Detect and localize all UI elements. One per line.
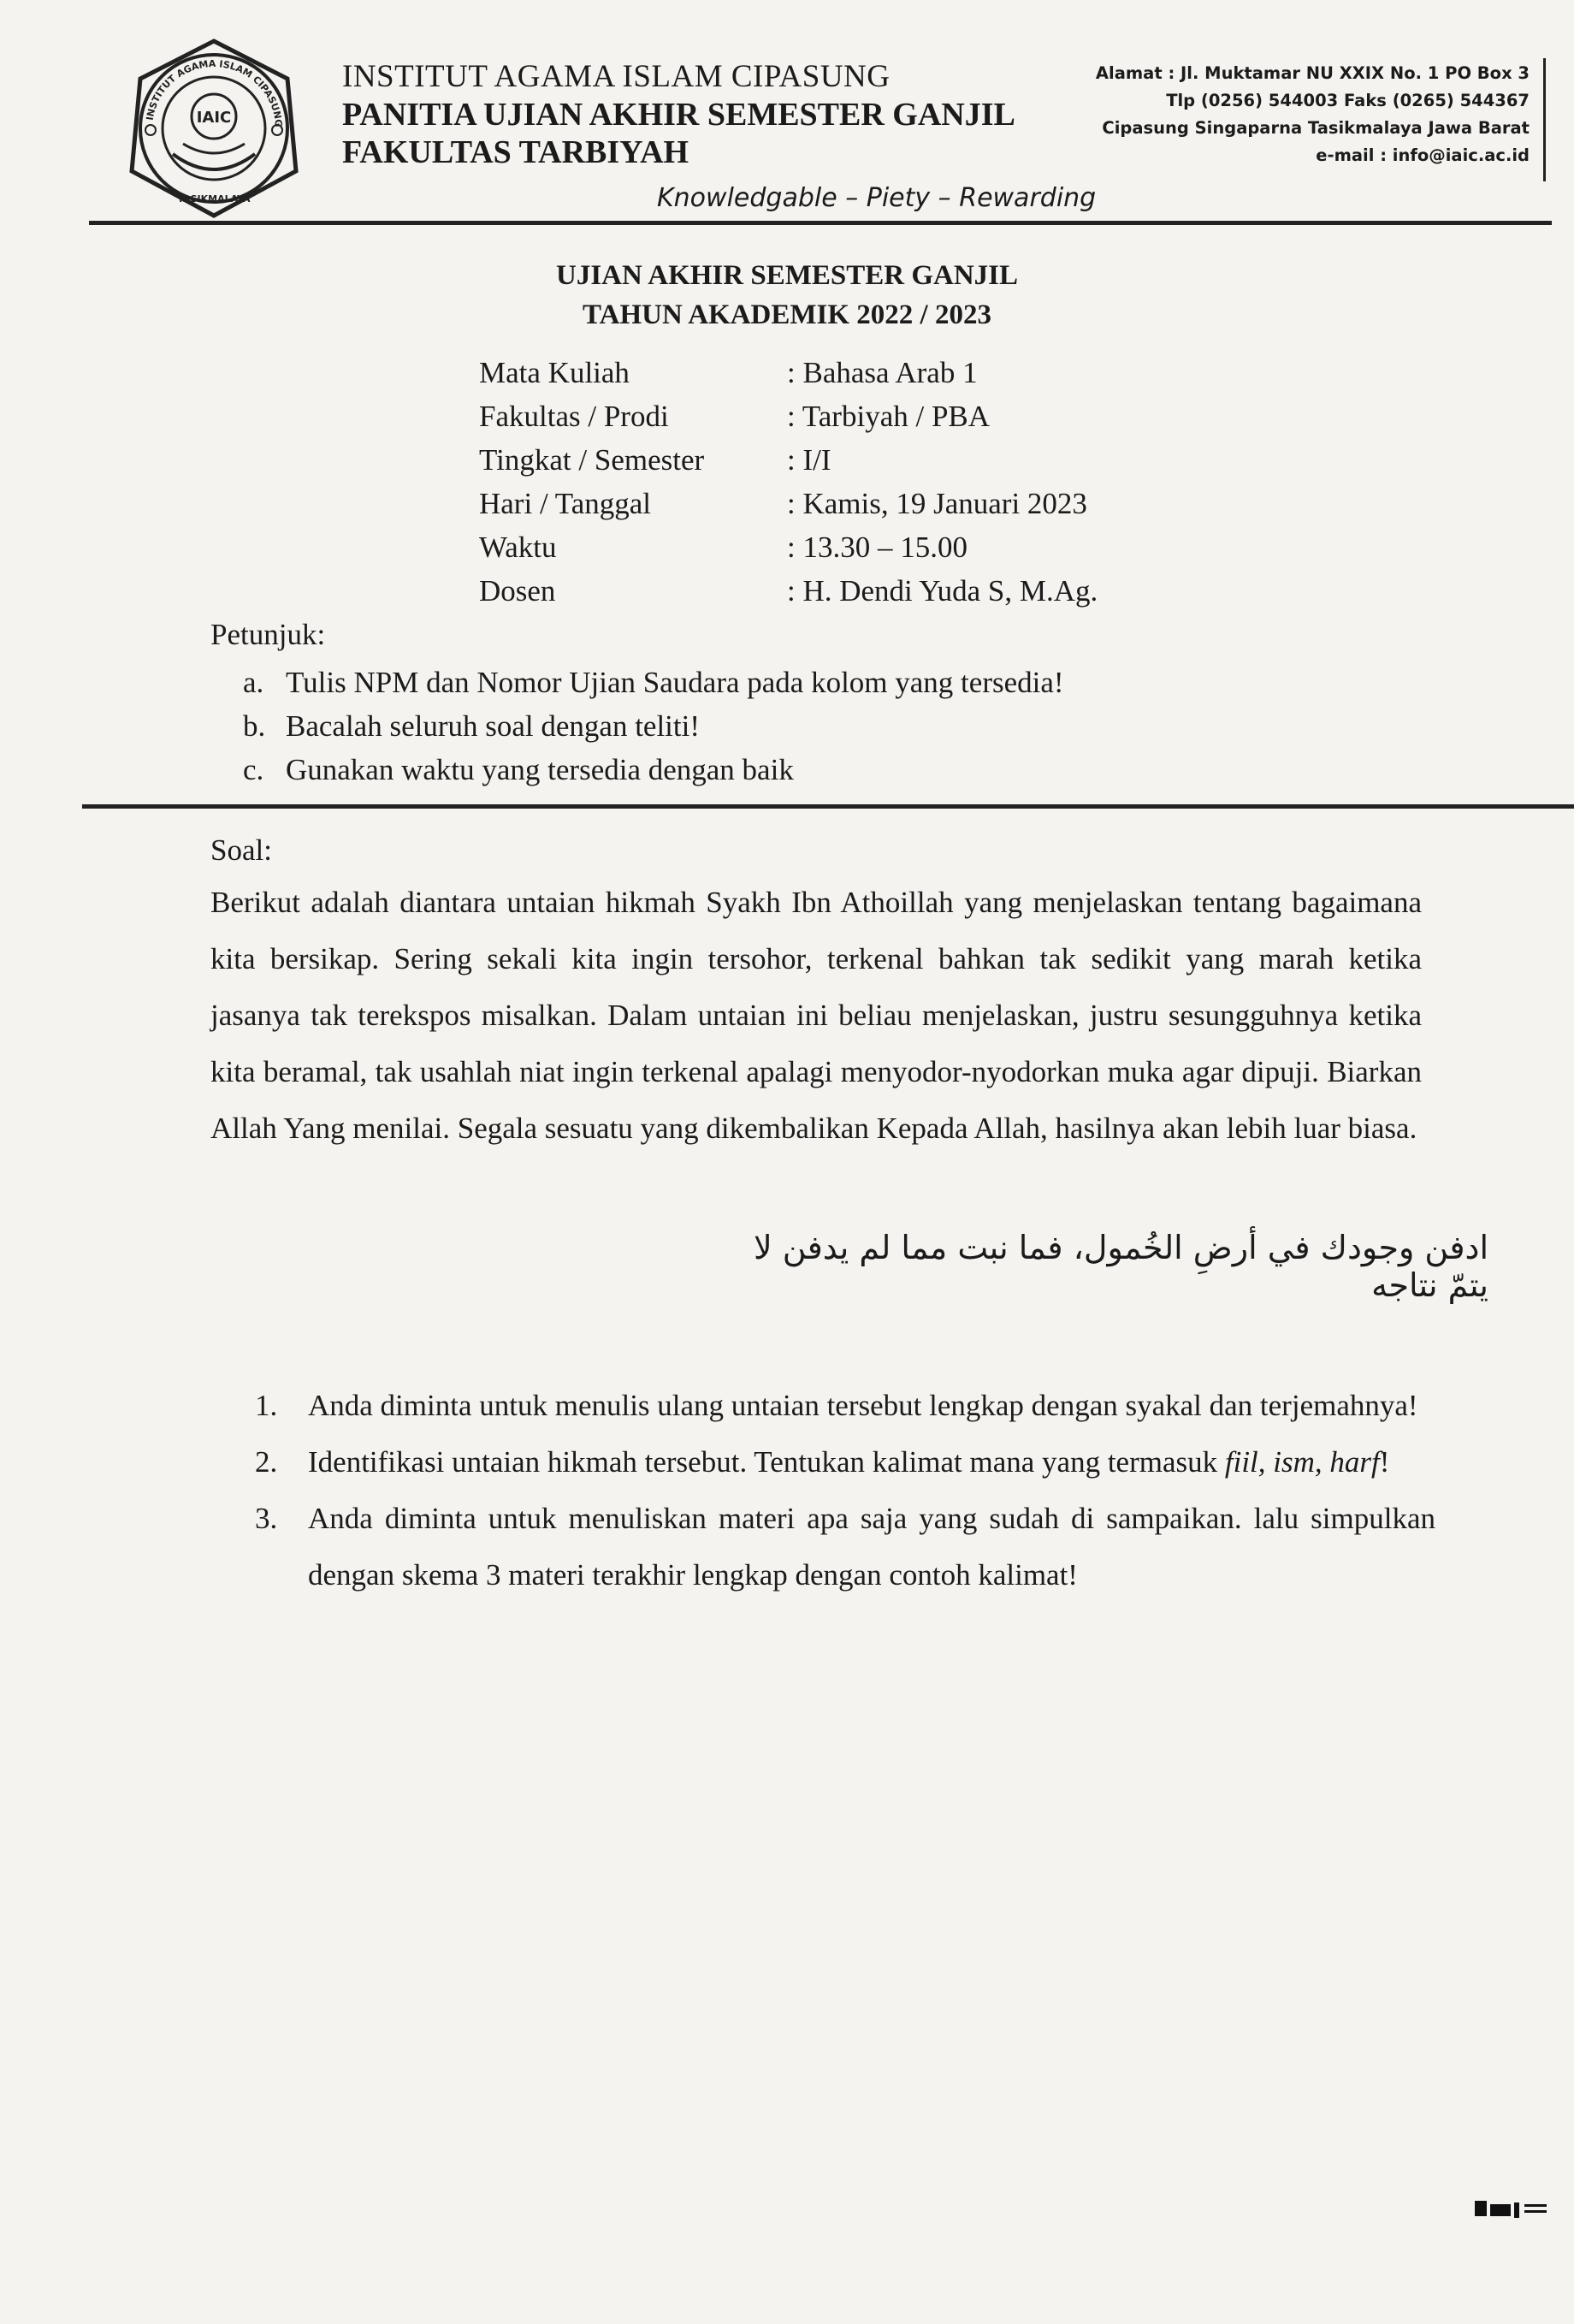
question-text bbox=[308, 1434, 1435, 1491]
city-line: Cipasung Singaparna Tasikmalaya Jawa Barat bbox=[1102, 118, 1530, 138]
academic-year-title: TAHUN AKADEMIK 2022 / 2023 bbox=[583, 299, 991, 330]
info-value: : H. Dendi Yuda S, M.Ag. bbox=[787, 573, 1098, 608]
svg-text:TASIKMALAYA: TASIKMALAYA bbox=[177, 193, 251, 205]
list-marker: b. bbox=[243, 708, 266, 743]
question-text-main: Identifikasi untaian hikmah tersebut. Tentukan kalimat mana yang termasuk bbox=[308, 1445, 1225, 1479]
institute-name: INSTITUT AGAMA ISLAM CIPASUNG bbox=[342, 59, 891, 94]
info-row bbox=[479, 351, 1098, 394]
faculty-name: FAKULTAS TARBIYAH bbox=[342, 134, 689, 170]
list-text: Tulis NPM dan Nomor Ujian Saudara pada kolom yang tersedia! bbox=[286, 665, 1064, 699]
arabic-hikmah: ادفن وجودك في أرضِ الخُمول، فما نبت مما لم يدفن لا يتمّ نتاجه bbox=[753, 1229, 1488, 1304]
question-text: Anda diminta untuk menuliskan materi apa saja yang sudah di sampaikan. lalu simpulkan dengan skema 3 materi terakhir lengkap dengan contoh kalimat! bbox=[308, 1502, 1435, 1592]
question-number: 1. bbox=[255, 1389, 278, 1422]
info-value: : I/I bbox=[787, 442, 831, 477]
svg-text:IAIC: IAIC bbox=[196, 109, 232, 127]
info-value: : 13.30 – 15.00 bbox=[787, 530, 967, 564]
list-item bbox=[243, 661, 1064, 704]
exam-info-table bbox=[479, 351, 1098, 613]
info-row bbox=[479, 569, 1098, 613]
iaic-logo-seal bbox=[120, 34, 308, 222]
list-item bbox=[243, 748, 1064, 791]
email-line: e-mail : info@iaic.ac.id bbox=[1316, 145, 1530, 165]
info-label: Dosen bbox=[479, 573, 556, 608]
question-item bbox=[255, 1491, 1435, 1604]
soal-label: Soal: bbox=[210, 833, 272, 867]
info-row bbox=[479, 525, 1098, 569]
question-number: 3. bbox=[255, 1502, 278, 1535]
question-number: 2. bbox=[255, 1445, 278, 1479]
header-divider bbox=[89, 221, 1552, 225]
address-block bbox=[982, 60, 1530, 169]
list-text: Bacalah seluruh soal dengan teliti! bbox=[286, 708, 701, 743]
address-line: Alamat : Jl. Muktamar NU XXIX No. 1 PO Box 3 bbox=[1095, 63, 1530, 83]
instructions-label: Petunjuk: bbox=[210, 618, 326, 651]
question-item bbox=[255, 1378, 1435, 1434]
questions-list bbox=[255, 1378, 1435, 1604]
info-row bbox=[479, 482, 1098, 525]
list-text: Gunakan waktu yang tersedia dengan baik bbox=[286, 752, 794, 786]
info-label: Hari / Tanggal bbox=[479, 486, 652, 520]
phone-line: Tlp (0256) 544003 Faks (0265) 544367 bbox=[1166, 91, 1530, 110]
question-item bbox=[255, 1434, 1435, 1491]
institution-block bbox=[342, 58, 1015, 171]
question-text-italic: fiil, ism, harf bbox=[1224, 1445, 1380, 1479]
info-label: Tingkat / Semester bbox=[479, 442, 705, 477]
soal-paragraph: Berikut adalah diantara untaian hikmah Syakh Ibn Athoillah yang menjelaskan tentang bagaimana kita bersikap. Sering sekali kita ingin tersohor, terkenal bahkan tak sedikit yang marah ketika jasanya tak terekspos misalkan. Dalam untaian ini beliau menjelaskan, justru sesungguhnya ketika kita beramal, tak usahlah niat ingin terkenal apalagi menyodor-nyodorkan muka agar dipuji. Biarkan Allah Yang menilai. Segala sesuatu yang dikembalikan Kepada Allah, hasilnya akan lebih luar biasa. bbox=[210, 886, 1422, 1145]
info-label: Waktu bbox=[479, 530, 557, 564]
svg-text:INSTITUT AGAMA ISLAM CIPASUNG: INSTITUT AGAMA ISLAM CIPASUNG bbox=[144, 57, 285, 127]
question-text: Anda diminta untuk menulis ulang untaian tersebut lengkap dengan syakal dan terjemahnya! bbox=[308, 1389, 1418, 1422]
info-row bbox=[479, 394, 1098, 438]
instructions-list bbox=[243, 661, 1064, 791]
header-vertical-rule bbox=[1543, 58, 1546, 181]
question-text-end: ! bbox=[1379, 1445, 1390, 1479]
info-label: Mata Kuliah bbox=[479, 355, 630, 389]
scan-watermark-mark bbox=[1473, 2196, 1550, 2221]
list-marker: c. bbox=[243, 752, 264, 786]
info-value: : Tarbiyah / PBA bbox=[787, 399, 991, 433]
info-value: : Bahasa Arab 1 bbox=[787, 355, 978, 389]
list-item bbox=[243, 704, 1064, 748]
info-row bbox=[479, 438, 1098, 482]
section-divider bbox=[82, 804, 1574, 809]
list-marker: a. bbox=[243, 665, 264, 699]
motto: Knowledgable – Piety – Rewarding bbox=[657, 183, 1097, 213]
info-value: : Kamis, 19 Januari 2023 bbox=[787, 486, 1087, 520]
committee-name: PANITIA UJIAN AKHIR SEMESTER GANJIL bbox=[342, 97, 1015, 133]
info-label: Fakultas / Prodi bbox=[479, 399, 669, 433]
exam-title: UJIAN AKHIR SEMESTER GANJIL bbox=[555, 260, 1019, 291]
